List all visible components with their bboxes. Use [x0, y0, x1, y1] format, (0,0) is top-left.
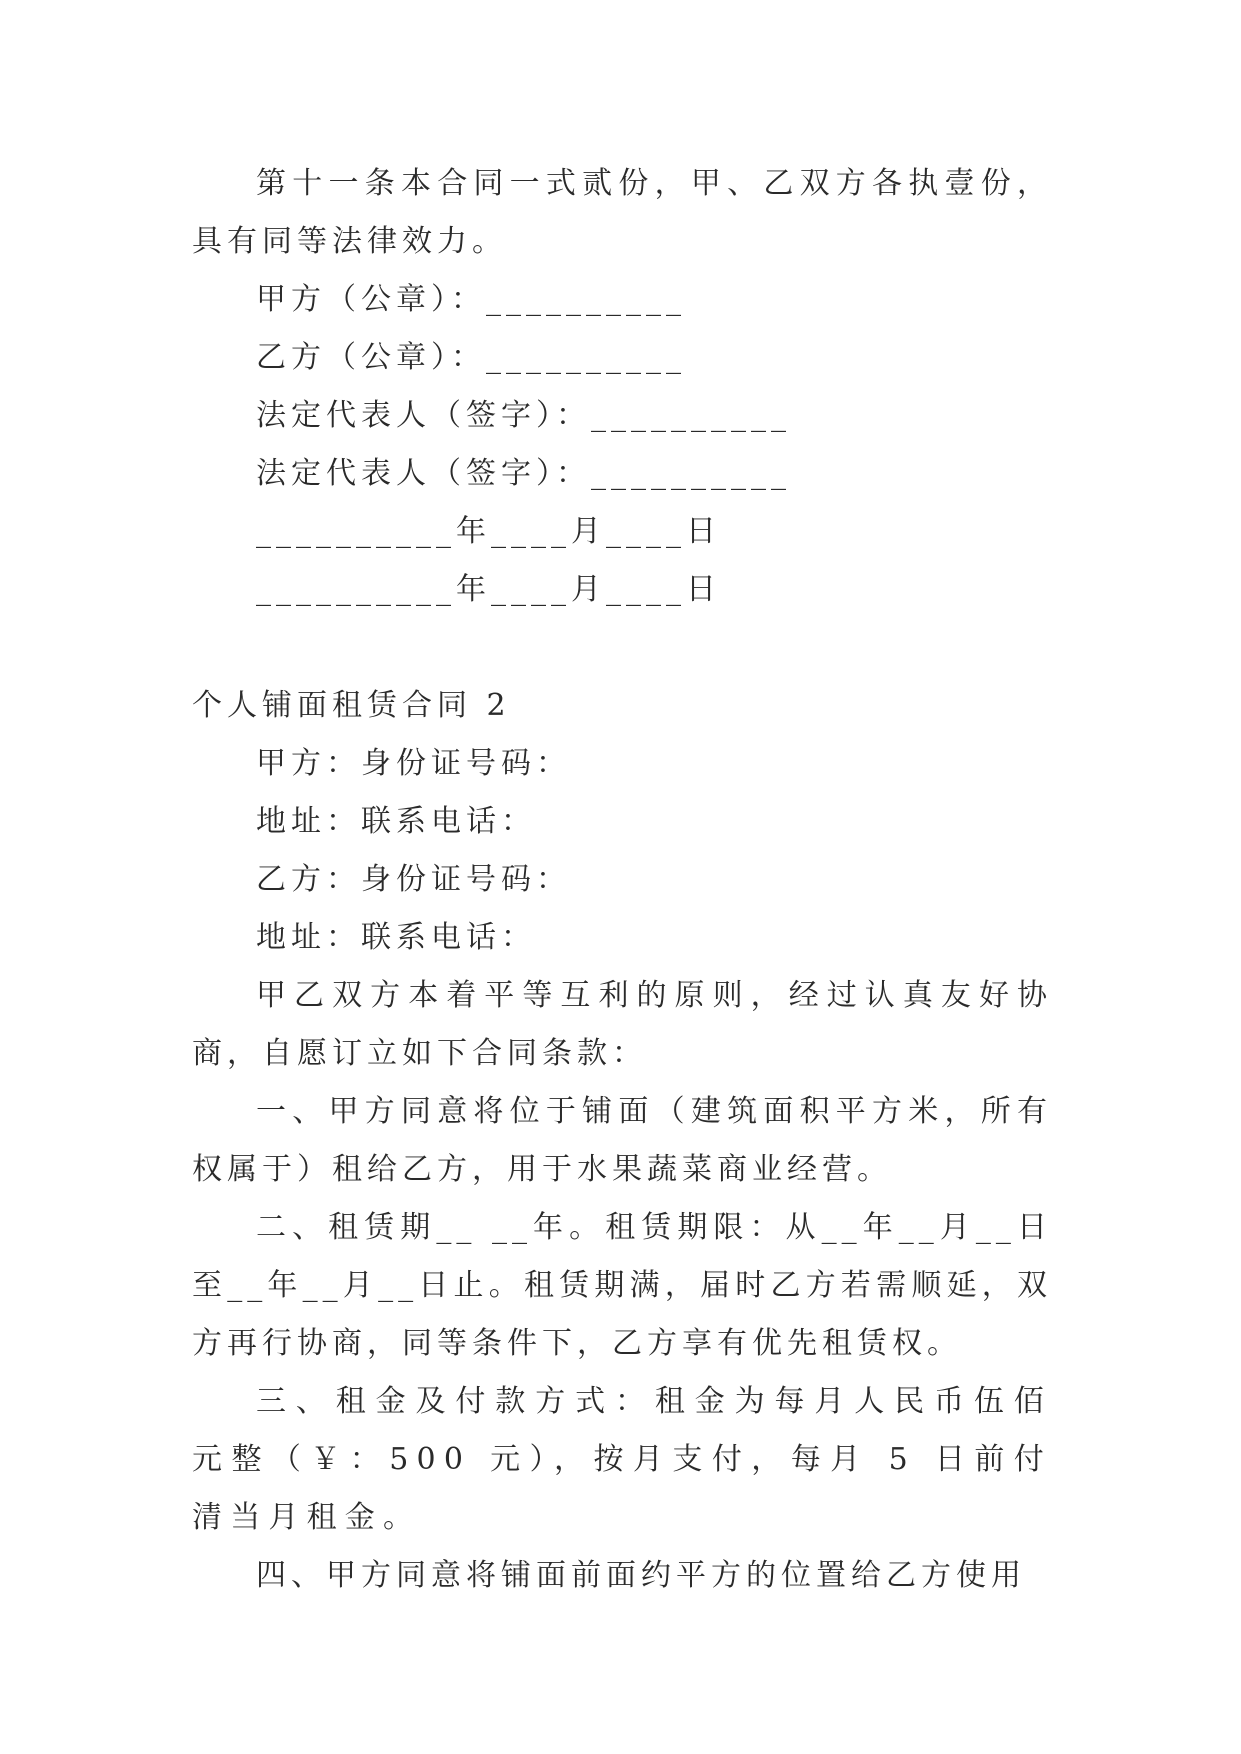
- legal-rep-signature-1: 法定代表人（签字）：__________: [256, 398, 791, 433]
- party-a-seal-line: 甲方（公章）：__________: [256, 282, 686, 317]
- legal-rep-signature-2: 法定代表人（签字）：__________: [256, 456, 791, 491]
- clause-11: 第十一条本合同一式贰份，甲、乙双方各执壹份，具有同等法律效力。: [192, 166, 1052, 259]
- clause-item-1: 一、甲方同意将位于铺面（建筑面积平方米，所有权属于）租给乙方，用于水果蔬菜商业经营。: [192, 1094, 1052, 1187]
- clause-item-2: 二、租赁期__ __年。租赁期限：从__年__月__日至__年__月__日止。租赁期满，届时乙方若需顺延，双方再行协商，同等条件下，乙方享有优先租赁权。: [192, 1210, 1052, 1361]
- party-b-seal-line: 乙方（公章）：__________: [256, 340, 686, 375]
- party-b-address-line: 地址：联系电话：: [256, 920, 536, 955]
- date-line-2: __________年____月____日: [256, 572, 721, 607]
- contract-intro: 甲乙双方本着平等互利的原则，经过认真友好协商，自愿订立如下合同条款：: [192, 978, 1052, 1071]
- document-body: [192, 155, 1052, 1605]
- clause-item-3: 三、租金及付款方式：租金为每月人民币伍佰元整（￥：500 元），按月支付，每月 5 日前付清当月租金。: [192, 1384, 1052, 1535]
- party-a-id-line: 甲方：身份证号码：: [256, 746, 571, 781]
- contract-title: 个人铺面租赁合同 2: [192, 688, 511, 723]
- party-a-address-line: 地址：联系电话：: [256, 804, 536, 839]
- party-b-id-line: 乙方：身份证号码：: [256, 862, 571, 897]
- date-line-1: __________年____月____日: [256, 514, 721, 549]
- section-gap: [192, 619, 1052, 677]
- clause-item-4: 四、甲方同意将铺面前面约平方的位置给乙方使用: [256, 1558, 1026, 1593]
